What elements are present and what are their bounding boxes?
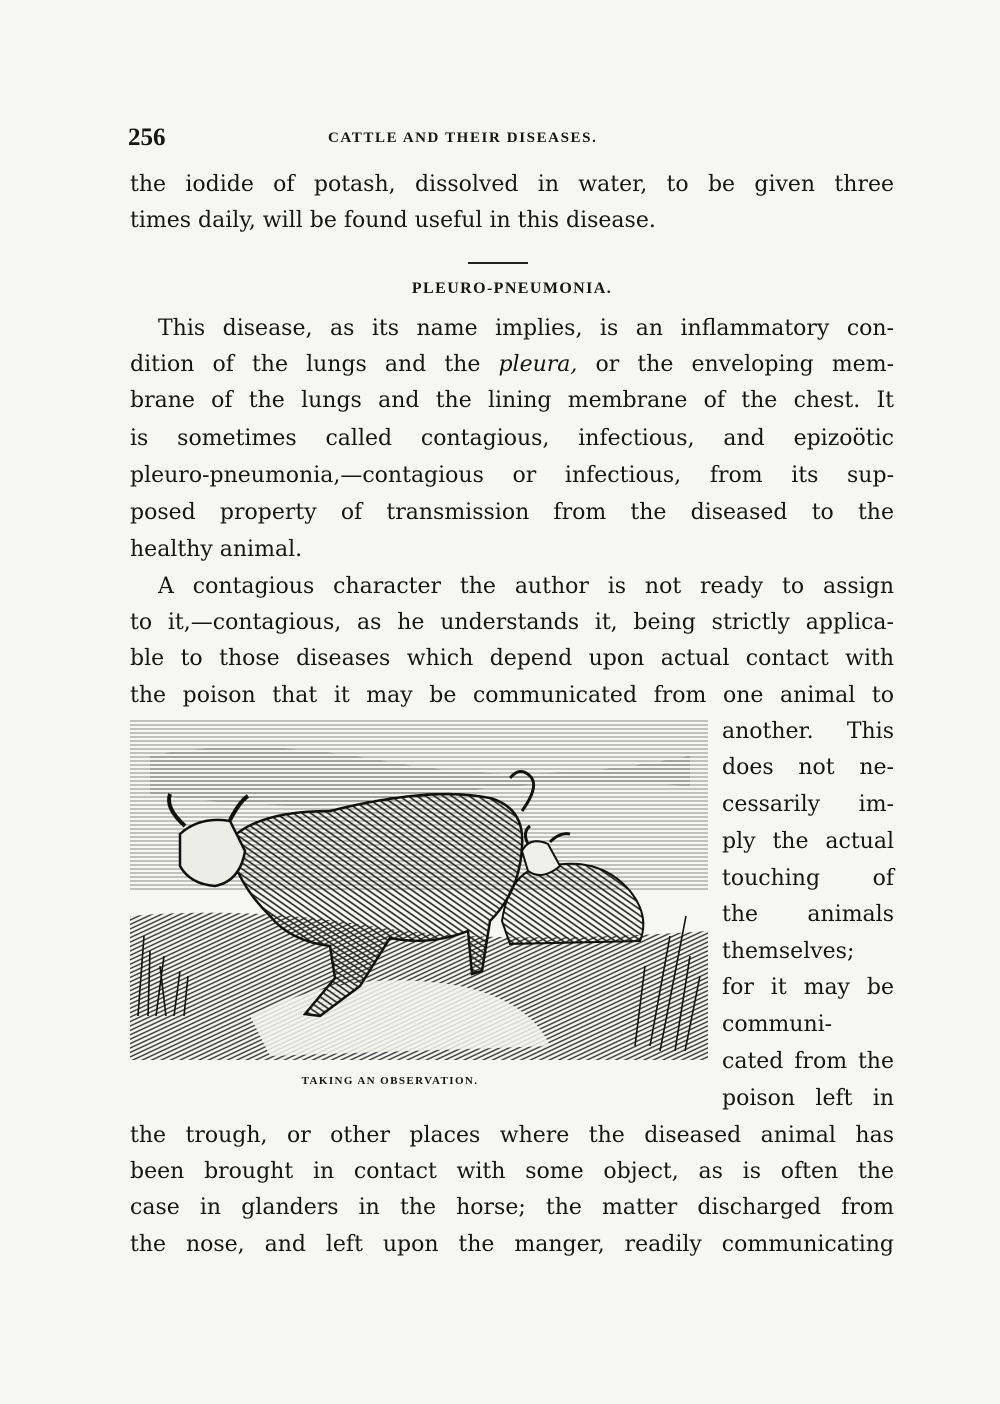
text-line: ply the actual bbox=[722, 829, 894, 854]
text-line: This disease, as its name implies, is an inflammatory con- bbox=[158, 316, 894, 341]
text-line: for it may be bbox=[722, 975, 894, 1000]
text-line: posed property of transmission from the diseased to the bbox=[130, 500, 894, 525]
text-line: times daily, will be found useful in this disease. bbox=[130, 208, 656, 233]
section-divider bbox=[468, 262, 528, 264]
text-line bbox=[130, 350, 894, 380]
text-line: themselves; bbox=[722, 939, 855, 964]
text-line: healthy animal. bbox=[130, 537, 303, 562]
text-line: the trough, or other places where the diseased animal has bbox=[130, 1123, 894, 1148]
page-number: 256 bbox=[128, 124, 166, 151]
text-line: poison left in bbox=[722, 1086, 894, 1111]
woodcut-illustration bbox=[130, 716, 708, 1060]
text-line: to it,—contagious, as he understands it, being strictly applica- bbox=[130, 610, 894, 635]
text-segment: or the enveloping mem- bbox=[595, 352, 894, 377]
text-line: the poison that it may be communicated from one animal to bbox=[130, 683, 894, 708]
text-line: the animals bbox=[722, 902, 894, 927]
text-line: the iodide of potash, dissolved in water, to be given three bbox=[130, 172, 894, 197]
text-line: A contagious character the author is not ready to assign bbox=[158, 574, 894, 599]
text-line: does not ne- bbox=[722, 755, 894, 780]
text-segment: dition of the lungs and the bbox=[130, 352, 481, 377]
cow-head bbox=[180, 820, 245, 886]
italic-term: pleura, bbox=[498, 352, 578, 377]
text-line: communi- bbox=[722, 1012, 833, 1037]
figure-caption: TAKING AN OBSERVATION. bbox=[301, 1075, 479, 1087]
text-line: ble to those diseases which depend upon actual contact with bbox=[130, 646, 894, 671]
text-line: cessarily im- bbox=[722, 792, 894, 817]
text-line: pleuro-pneumonia,—contagious or infectious, from its sup- bbox=[130, 463, 894, 488]
text-line: case in glanders in the horse; the matter discharged from bbox=[130, 1195, 894, 1220]
text-line: been brought in contact with some object, as is often the bbox=[130, 1159, 894, 1184]
section-title: PLEURO-PNEUMONIA. bbox=[411, 280, 613, 297]
text-line: the nose, and left upon the manger, readily communicating bbox=[130, 1232, 894, 1257]
text-line: touching of bbox=[722, 866, 894, 891]
text-line: another. This bbox=[722, 719, 894, 744]
page-header bbox=[128, 124, 688, 156]
text-line: is sometimes called contagious, infectious, and epizoötic bbox=[130, 426, 894, 451]
text-line: brane of the lungs and the lining membrane of the chest. It bbox=[130, 388, 894, 413]
running-head: CATTLE AND THEIR DISEASES. bbox=[328, 130, 598, 146]
text-line: cated from the bbox=[722, 1049, 894, 1074]
